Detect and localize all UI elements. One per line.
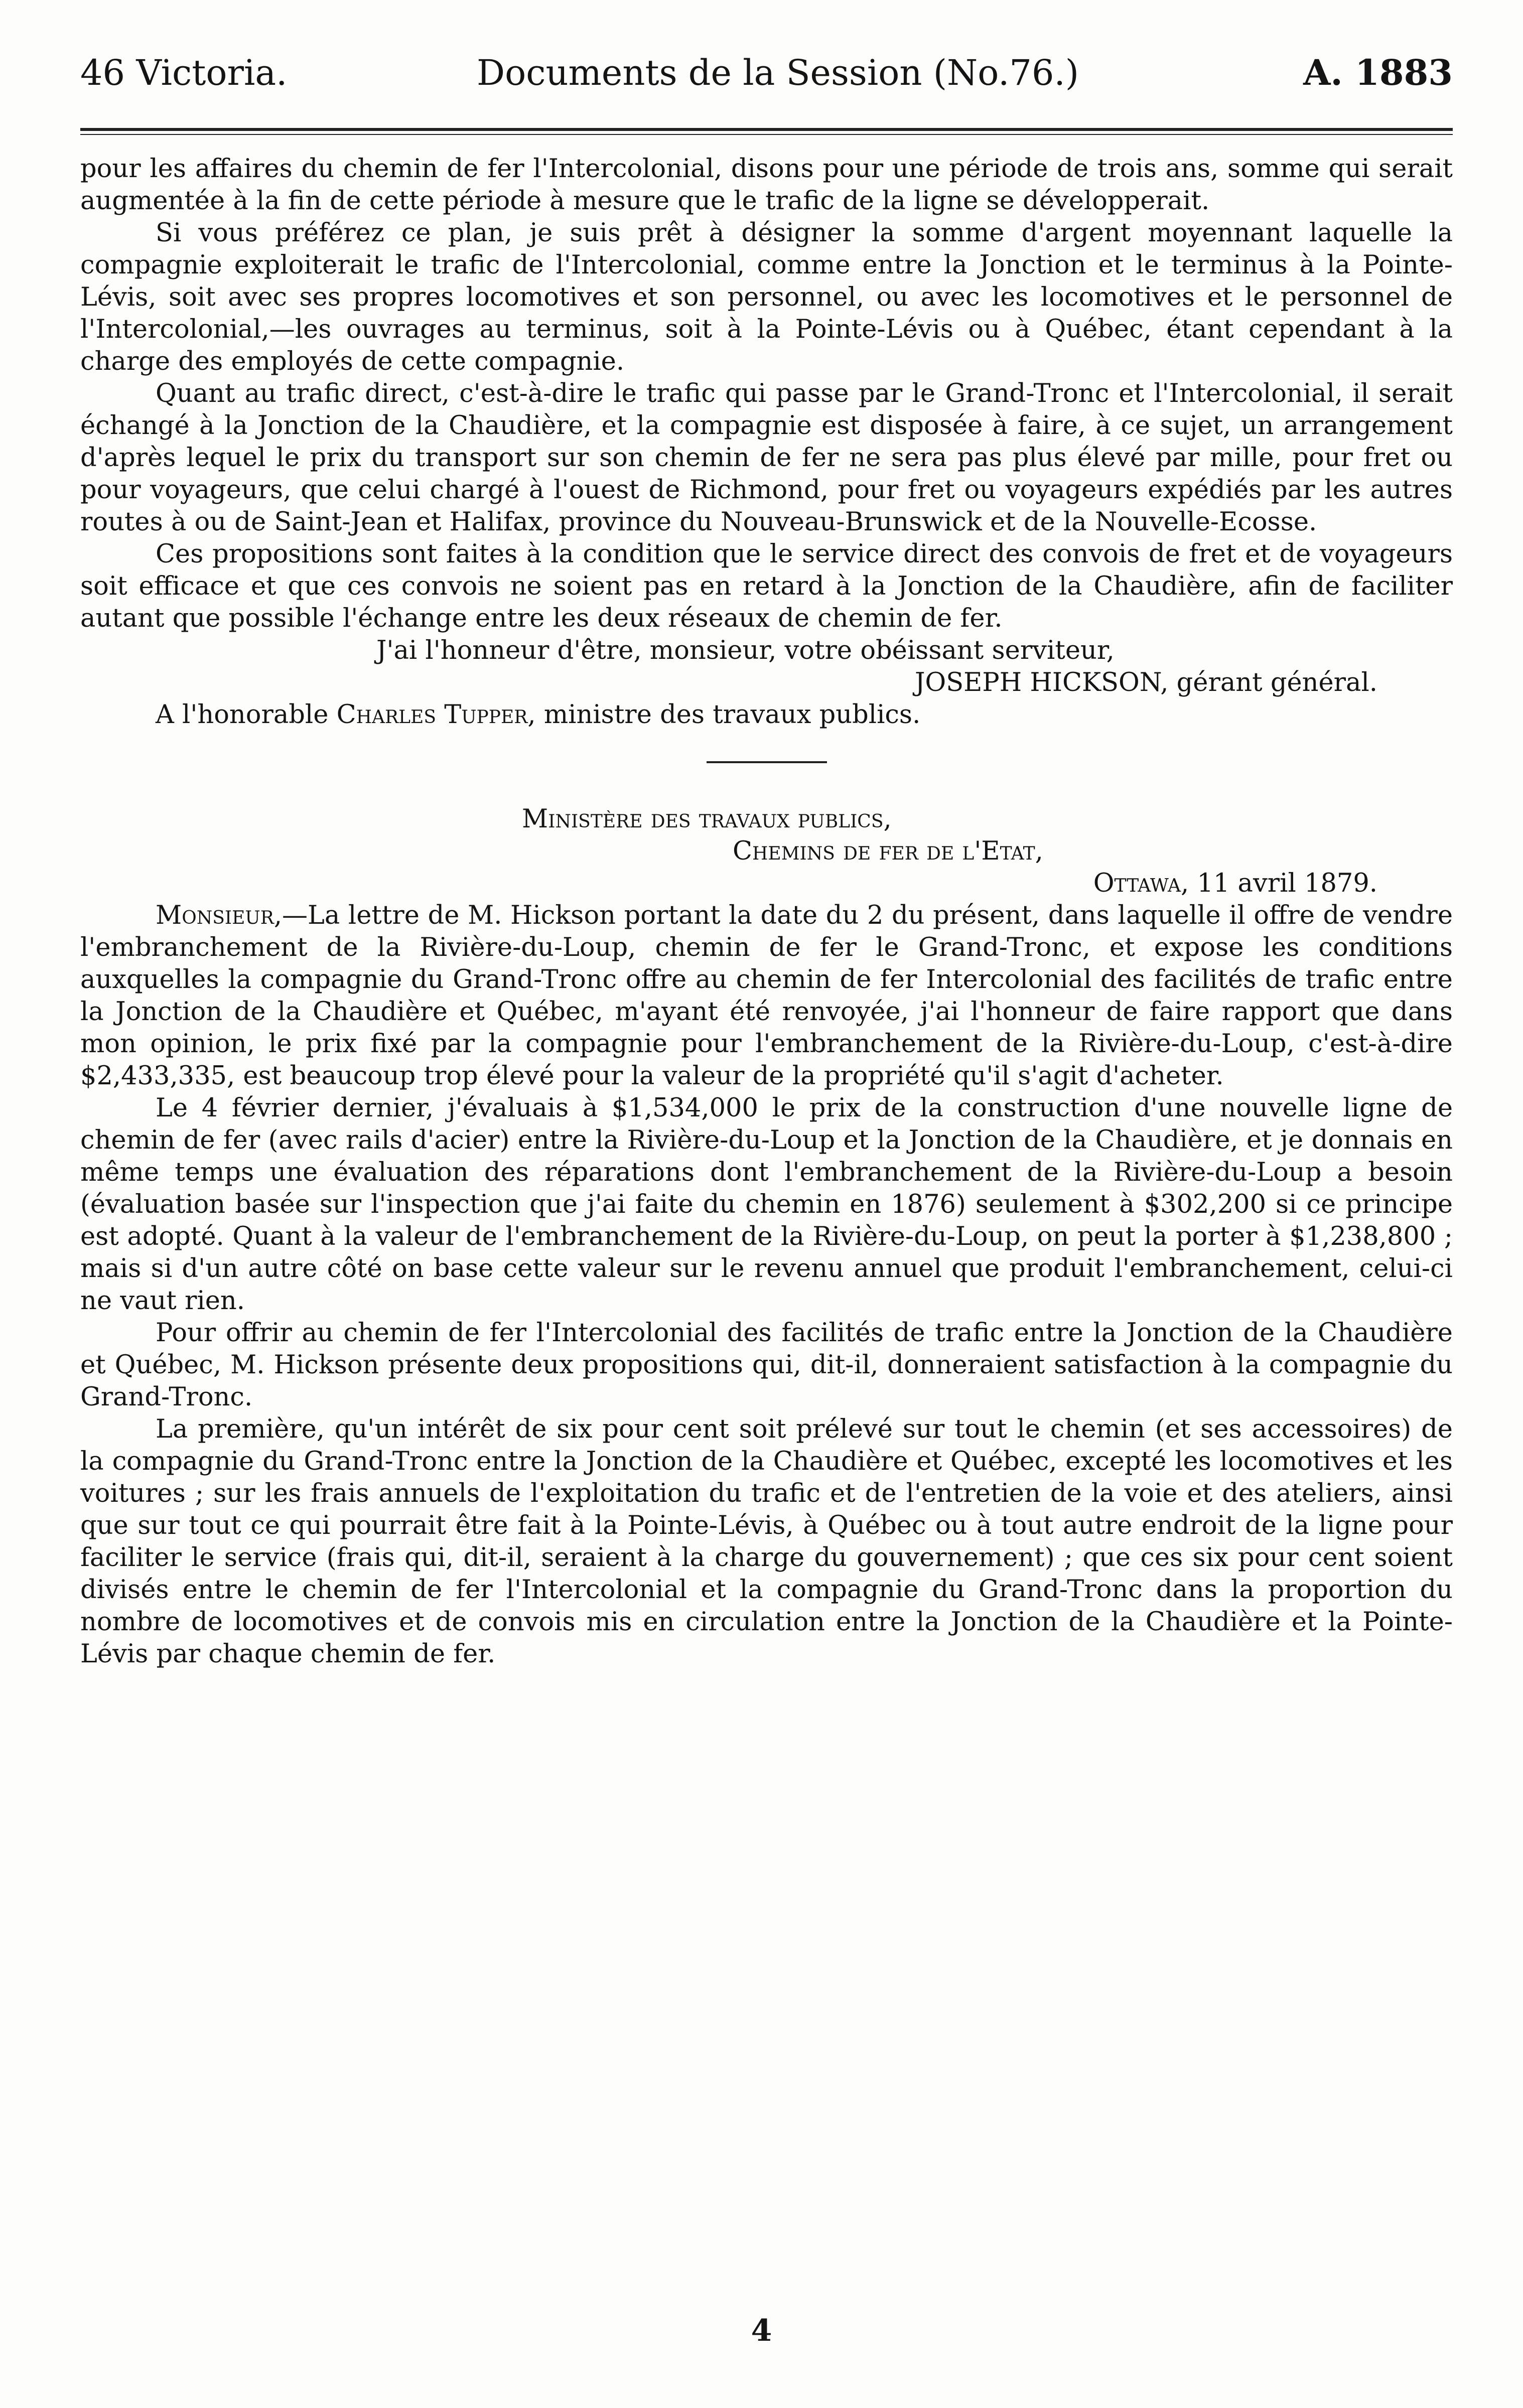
letter1-paragraph-3: Quant au trafic direct, c'est-à-dire le trafic qui passe par le Grand-Tronc et l'Intercolonial, il serait échangé à la Jonction de la Chaudière, et la compagnie est disposée à faire, à ce sujet, un arrangement d'après lequel le prix du transport sur son chemin de fer ne sera pas plus élevé par mille, pour fret ou pour voyageurs, que celui chargé à l'ouest de Richmond, pour fret ou voyageurs expédiés par les autres routes à ou de Saint-Jean et Halifax, province du Nouveau-Brunswick et de la Nouvelle-Ecosse. xyxy=(80,379,1453,537)
letter1-closing: J'ai l'honneur d'être, monsieur, votre obéissant serviteur, xyxy=(376,636,1115,665)
letter1-paragraph-2: Si vous préférez ce plan, je suis prêt à désigner la somme d'argent moyennant laquelle la compagnie exploiterait le trafic de l'Intercolonial, comme entre la Jonction et le terminus à la Pointe-Lévis, soit avec ses propres locomotives et son personnel, ou avec les locomotives et le personnel de l'Intercolonial,—les ouvrages au terminus, soit à la Pointe-Lévis ou à Québec, étant cependant à la charge des employés de cette compagnie. xyxy=(80,218,1453,376)
letter1-signature: JOSEPH HICKSON, gérant général. xyxy=(914,668,1377,697)
letter2-paragraph-3: Pour offrir au chemin de fer l'Intercolonial des facilités de trafic entre la Jonction de la Chaudière et Québec, M. Hickson présente deux propositions qui, dit-il, donneraient satisfaction à la compagnie du Grand-Tronc. xyxy=(80,1318,1453,1412)
letter2-paragraph-2: Le 4 février dernier, j'évaluais à $1,534,000 le prix de la construction d'une nouvelle ligne de chemin de fer (avec rails d'acier) entre la Rivière-du-Loup et la Jonction de la Chaudière, et je donnais en même temps une évaluation des réparations dont l'embranchement de la Rivière-du-Loup a besoin (évaluation basée sur l'inspection que j'ai faite du chemin en 1876) seulement à $302,200 si ce principe est adopté. Quant à la valeur de l'embranchement de la Rivière-du-Loup, on peut la porter à $1,238,800 ; mais si d'un autre côté on base cette valeur sur le revenu annuel que produit l'embranchement, celui-ci ne vaut rien. xyxy=(80,1093,1453,1316)
running-header xyxy=(80,45,1453,100)
letter2-paragraph-1 xyxy=(80,900,1453,1092)
addressee-name: Charles Tupper xyxy=(336,700,528,730)
addressee-suffix: , ministre des travaux publics. xyxy=(527,700,921,730)
letter1-paragraph-1: pour les affaires du chemin de fer l'Intercolonial, disons pour une période de trois ans, somme qui serait augmentée à la fin de cette période à mesure que le trafic de la ligne se développerait. xyxy=(80,154,1453,216)
letter2-dateline xyxy=(80,868,1453,900)
letter2-paragraph-4: La première, qu'un intérêt de six pour cent soit prélevé sur tout le chemin (et ses accessoires) de la compagnie du Grand-Tronc entre la Jonction de la Chaudière et Québec, excepté les locomotives et les voitures ; sur les frais annuels de l'exploitation du trafic et de l'entretien de la voie et des ateliers, ainsi que sur tout ce qui pourrait être fait à la Pointe-Lévis, à Québec ou à tout autre endroit de la ligne pour faciliter le service (frais qui, dit-il, seraient à la charge du gouvernement) ; que ces six pour cent soient divisés entre le chemin de fer l'Intercolonial et la compagnie du Grand-Tronc dans la proportion du nombre de locomotives et de convois mis en circulation entre la Jonction de la Chaudière et la Pointe-Lévis par chaque chemin de fer. xyxy=(80,1414,1453,1669)
header-rule-thin xyxy=(80,134,1453,135)
letter2-salutation: Monsieur xyxy=(156,901,274,930)
letter2-paragraph-1-text: ,—La lettre de M. Hickson portant la date du 2 du présent, dans laquelle il offre de vendre l'embranchement de la Rivière-du-Loup, chemin de fer le Grand-Tronc, et expose les conditions auxquelles la compagnie du Grand-Tronc offre au chemin de fer Intercolonial des facilités de trafic entre la Jonction de la Chaudière et Québec, m'ayant été renvoyée, j'ai l'honneur de faire rapport que dans mon opinion, le prix fixé par la compagnie pour l'embranchement de la Rivière-du-Loup, c'est-à-dire $2,433,335, est beaucoup trop élevé pour la valeur de la propriété qu'il s'agit d'acheter. xyxy=(80,901,1453,1091)
letter1-addressee xyxy=(80,699,1453,731)
dateline-place: Ottawa xyxy=(1093,869,1181,898)
addressee-prefix: A l'honorable xyxy=(156,700,337,730)
section-separator xyxy=(707,761,827,763)
document-body xyxy=(80,153,1453,1670)
letter2-ministry: Ministère des travaux publics, xyxy=(522,804,892,834)
dateline-date: , 11 avril 1879. xyxy=(1181,869,1377,898)
page-number: 4 xyxy=(751,2313,772,2348)
letter2-department: Chemins de fer de l'Etat, xyxy=(733,836,1043,866)
header-rule-thick xyxy=(80,128,1453,131)
header-title: Documents de la Session (No.76.) xyxy=(477,52,1079,93)
header-year: A. 1883 xyxy=(1303,52,1453,93)
header-reign: 46 Victoria. xyxy=(80,52,288,93)
letter1-paragraph-4: Ces propositions sont faites à la condition que le service direct des convois de fret et de voyageurs soit efficace et que ces convois ne soient pas en retard à la Jonction de la Chaudière, afin de faciliter autant que possible l'échange entre les deux réseaux de chemin de fer. xyxy=(80,539,1453,633)
